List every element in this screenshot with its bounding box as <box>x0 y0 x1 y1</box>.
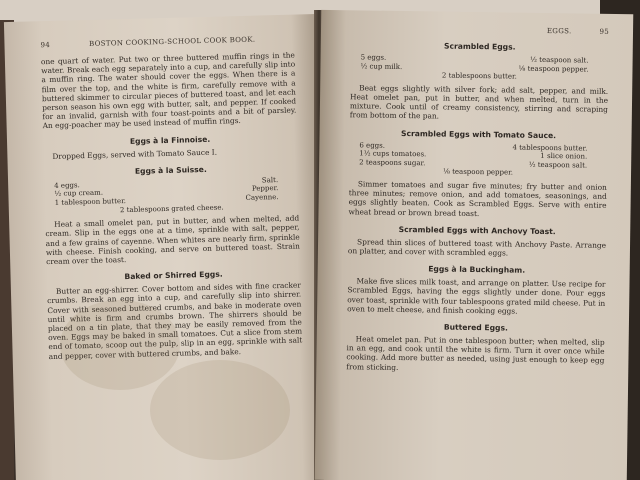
right-page <box>315 10 634 480</box>
right-running-head <box>351 24 609 36</box>
left-running-title: BOSTON COOKING-SCHOOL COOK BOOK. <box>88 35 256 48</box>
recipe-text-finnoise: Dropped Eggs, served with Tomato Sauce I. <box>52 147 218 161</box>
ingredient-center: ⅛ teaspoon pepper. <box>443 167 514 177</box>
recipe-title-buttered: Buttered Eggs. <box>443 322 508 333</box>
recipe-text-shirred: Butter an egg-shirrer. Cover bottom and sides with fine cracker crumbs. Break an egg into a cup, and carefully slip into shirrer. Cover with seasoned buttered crumbs, and bake in moderate oven until white is firm and crumbs brown. The shirrers should be placed on a tin plate, that they may be easily removed from the oven. Eggs may be baked in small tomatoes. Cut a slice from stem end of tomato, scoop out the pulp, slip in an egg, sprinkle with salt and pepper, cover with buttered crumbs, and bake. <box>47 280 303 361</box>
ingredients-scrambled <box>350 53 608 82</box>
left-page-number: 94 <box>40 40 51 50</box>
recipe-title-shirred: Baked or Shirred Eggs. <box>124 269 223 282</box>
ingredient-row: 2 teaspoons sugar. ½ teaspoon salt. <box>359 158 588 170</box>
right-page-number: 95 <box>599 27 610 36</box>
ingredient-row: ½ cup cream. Pepper. <box>54 184 279 199</box>
ingredients-scrambled-tomato <box>349 141 607 179</box>
left-page <box>4 14 328 480</box>
left-intro-paragraph: one quart of water. Put two or three buttered muffin rings in the water. Break each egg separately into a cup, and carefully slip into a muffin ring. The water should cover the eggs. When there is a film over the top, and the white is firm, carefully remove with a buttered skimmer to circular pieces of buttered toast, and let each person season his own egg with butter, salt, and pepper. If cooked for an invalid, garnish with four toast-points and a bit of parsley. An egg-poacher may be used instead of muffin rings. <box>40 50 297 131</box>
ingredient-row: 5 eggs. ½ teaspoon salt. <box>360 53 589 65</box>
ingredient-row: 1½ cups tomatoes. 1 slice onion. <box>359 149 588 161</box>
recipe-text-suisse: Heat a small omelet pan, put in butter, and when melted, add cream. Slip in the eggs one at a time, sprinkle with salt, pepper, and a few grains of cayenne. When whites are nearly firm, sprinkle with cheese. Finish cooking, and serve on buttered toast. Strain cream over the toast. <box>45 213 300 267</box>
ingredients-suisse <box>44 175 299 216</box>
recipe-title-scrambled-tomato: Scrambled Eggs with Tomato Sauce. <box>401 128 557 140</box>
recipe-title-anchovy: Scrambled Eggs with Anchovy Toast. <box>398 224 556 236</box>
ingredient-row: 4 eggs. Salt. <box>54 175 279 190</box>
recipe-text-buckingham: Make five slices milk toast, and arrange on platter. Use recipe for Scrambled Eggs, having the eggs slightly under done. Pour eggs over toast, sprinkle with four tablespoons grated mild cheese. Put in oven to melt cheese, and finish cooking eggs. <box>347 276 606 316</box>
recipe-title-suisse: Eggs à la Suisse. <box>134 164 207 176</box>
recipe-text-buttered: Heat omelet pan. Put in one tablespoon butter; when melted, slip in an egg, and cook until the white is firm. Turn it over once while cooking. Add more butter as needed, using just enough to keep egg from sticking. <box>346 334 605 372</box>
ingredient-row: 6 eggs. 4 tablespoons butter. <box>359 140 588 153</box>
recipe-text-scrambled-tomato: Simmer tomatoes and sugar five minutes; fry butter and onion three minutes; remove onion, and add tomatoes, seasonings, and eggs slightly beaten. Cook as Scrambled Eggs. Serve with entire wheat bread or brown bread toast. <box>348 179 607 218</box>
left-running-head <box>40 35 294 50</box>
ingredient-row: ½ cup milk. ⅛ teaspoon pepper. <box>360 61 589 74</box>
recipe-text-anchovy: Spread thin slices of buttered toast with Anchovy Paste. Arrange on platter, and cover with scrambled eggs. <box>347 237 607 258</box>
recipe-title-finnoise: Eggs à la Finnoise. <box>129 134 211 146</box>
ingredient-center: 2 tablespoons butter. <box>441 71 517 81</box>
ingredient-center: 2 tablespoons grated cheese. <box>119 203 224 214</box>
recipe-text-scrambled: Beat eggs slightly with silver fork; add salt, pepper, and milk. Heat omelet pan, put in butter, and when melted, turn in the mixture. Cook until of creamy consistency, stirring and scraping from bottom of the pan. <box>349 83 609 121</box>
ingredient-row: 1 tablespoon butter. Cayenne. <box>54 193 279 207</box>
recipe-title-scrambled: Scrambled Eggs. <box>443 41 516 52</box>
recipe-title-buckingham: Eggs à la Buckingham. <box>428 264 526 275</box>
right-running-title: EGGS. <box>546 26 572 36</box>
